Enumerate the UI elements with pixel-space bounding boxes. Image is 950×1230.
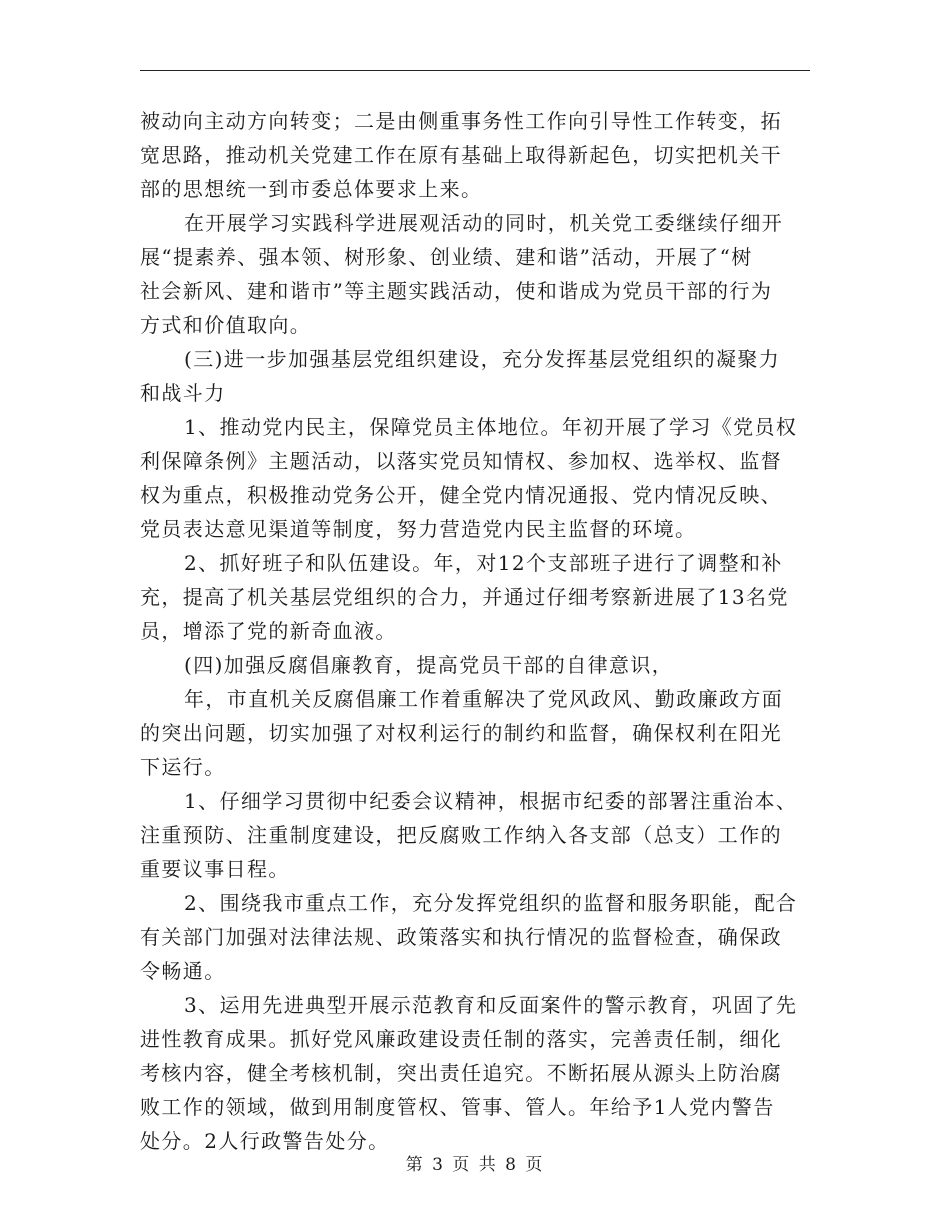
text-line: 1、推动党内民主，保障党员主体地位。年初开展了学习《党员权 — [184, 415, 798, 439]
text-line: 宽思路，推动机关党建工作在原有基础上取得新起色，切实把机关干 — [140, 143, 782, 167]
text-line: 令畅通。 — [140, 959, 226, 983]
text-line: 充，提高了机关基层党组织的合力，并通过仔细考察新进展了13名党 — [140, 585, 789, 609]
text-line: 1、仔细学习贯彻中纪委会议精神，根据市纪委的部署注重治本、 — [184, 789, 798, 813]
text-line: 在开展学习实践科学进展观活动的同时，机关党工委继续仔细开 — [184, 211, 784, 235]
text-line: 考核内容，健全考核机制，突出责任追究。不断拓展从源头上防治腐 — [140, 1061, 782, 1085]
section-heading: (四)加强反腐倡廉教育，提高党员干部的自律意识， — [184, 653, 674, 677]
text-line: 利保障条例》主题活动，以落实党员知情权、参加权、选举权、监督 — [140, 449, 782, 473]
text-line: 党员表达意见渠道等制度，努力营造党内民主监督的环境。 — [140, 517, 697, 541]
text-line: 有关部门加强对法律法规、政策落实和执行情况的监督检查，确保政 — [140, 925, 782, 949]
section-heading: 和战斗力 — [140, 381, 226, 405]
text-line: 2、围绕我市重点工作，充分发挥党组织的监督和服务职能，配合 — [184, 891, 798, 915]
text-line: 重要议事日程。 — [140, 857, 290, 881]
text-line: 处分。2人行政警告处分。 — [140, 1129, 390, 1153]
text-line: 注重预防、注重制度建设，把反腐败工作纳入各支部（总支）工作的 — [140, 823, 782, 847]
text-line: 3、运用先进典型开展示范教育和反面案件的警示教育，巩固了先 — [184, 993, 798, 1017]
text-line: 进性教育成果。抓好党风廉政建设责任制的落实，完善责任制，细化 — [140, 1027, 782, 1051]
text-line: 员，增添了党的新奇血液。 — [140, 619, 397, 643]
text-line: 部的思想统一到市委总体要求上来。 — [140, 177, 483, 201]
header-rule — [140, 70, 810, 71]
text-line: 的突出问题，切实加强了对权利运行的制约和监督，确保权利在阳光 — [140, 721, 782, 745]
text-line: 被动向主动方向转变；二是由侧重事务性工作向引导性工作转变，拓 — [140, 109, 782, 133]
text-line: 败工作的领域，做到用制度管权、管事、管人。年给予1人党内警告 — [140, 1095, 775, 1119]
page-number-footer: 第 3 页 共 8 页 — [405, 1155, 545, 1175]
text-line: 2、抓好班子和队伍建设。年，对12个支部班子进行了调整和补 — [184, 551, 783, 575]
text-line: 下运行。 — [140, 755, 226, 779]
text-line: 权为重点，积极推动党务公开，健全党内情况通报、党内情况反映、 — [140, 483, 782, 507]
text-line: 方式和价值取向。 — [140, 313, 312, 337]
text-line: 年，市直机关反腐倡廉工作着重解决了党风政风、勤政廉政方面 — [184, 687, 784, 711]
text-line: 展“提素养、强本领、树形象、创业绩、建和谐”活动，开展了“树 — [140, 245, 753, 269]
section-heading: (三)进一步加强基层党组织建设，充分发挥基层党组织的凝聚力 — [184, 347, 781, 371]
text-line: 社会新风、建和谐市”等主题实践活动，使和谐成为党员干部的行为 — [140, 279, 773, 303]
document-body — [140, 104, 810, 1158]
